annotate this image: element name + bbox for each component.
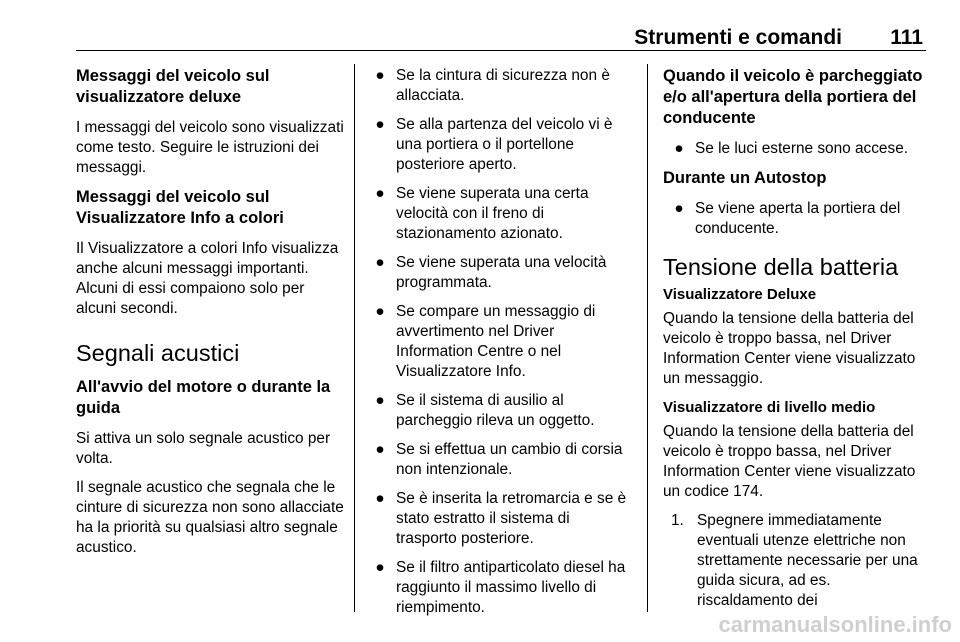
bullet-icon: ● [375, 67, 385, 84]
heading-autostop: Durante un Autostop [663, 169, 827, 187]
heading-visualizzatore-deluxe: Visualizzatore Deluxe [663, 286, 817, 303]
column-divider-1 [354, 64, 355, 612]
list-item: ● Se viene superata una certa velocità con il freno di stazionamento azionato. [372, 184, 634, 244]
header-title: Strumenti e comandi [634, 26, 842, 49]
column-3 [663, 66, 928, 611]
paragraph-avvio-1: Si attiva un solo segnale acustico per volta. [76, 430, 331, 467]
heading-messaggi-deluxe: Messaggi del veicolo sul visualizzatore deluxe [76, 67, 270, 106]
bullet-icon: ● [375, 392, 385, 409]
list-item: ● Se il sistema di ausilio al parcheggio rileva un oggetto. [372, 391, 634, 431]
list-item: ● Se il filtro antiparticolato diesel ha raggiunto il massimo livello di riempimento. [372, 558, 634, 618]
list-item: ● Se viene aperta la portiera del conducente. [671, 199, 928, 239]
column-divider-2 [647, 64, 648, 612]
bullet-icon: ● [375, 116, 385, 133]
column-1 [76, 66, 344, 567]
bullet-list-autostop [663, 199, 928, 239]
bullet-icon: ● [375, 303, 385, 320]
step-number: 1. [671, 512, 684, 529]
list-item: ● Se alla partenza del veicolo vi è una portiera o il portellone posteriore aperto. [372, 115, 634, 175]
bullet-icon: ● [674, 140, 684, 157]
numbered-list-steps [663, 511, 928, 611]
paragraph-visualizzatore-deluxe: Quando la tensione della batteria del veicolo è troppo bassa, nel Driver Information Center viene visualizzato un messaggio. [663, 310, 916, 387]
heading-avvio-motore: All'avvio del motore o durante la guida [76, 378, 331, 417]
list-item: ● Se è inserita la retromarcia e se è stato estratto il sistema di trasporto posteriore. [372, 489, 634, 549]
heading-visualizzatore-medio: Visualizzatore di livello medio [663, 399, 876, 416]
bullet-icon: ● [375, 559, 385, 576]
bullet-icon: ● [375, 441, 385, 458]
bullet-list-parcheggiato [663, 139, 928, 159]
heading-messaggi-info: Messaggi del veicolo sul Visualizzatore Info a colori [76, 188, 284, 227]
list-item: ● Se le luci esterne sono accese. [671, 139, 928, 159]
watermark: carmanualsonline.info [718, 612, 952, 637]
list-item: ● Se viene superata una velocità programmata. [372, 253, 634, 293]
page-number: 111 [890, 26, 923, 49]
paragraph-visualizzatore-medio: Quando la tensione della batteria del veicolo è troppo bassa, nel Driver Information Center viene visualizzato un codice 174. [663, 423, 916, 500]
bullet-icon: ● [375, 490, 385, 507]
list-item: ● Se la cintura di sicurezza non è allacciata. [372, 66, 634, 106]
bullet-icon: ● [375, 254, 385, 271]
heading-veicolo-parcheggiato: Quando il veicolo è parcheggiato e/o all'apertura della portiera del conducente [663, 67, 923, 127]
page-header [76, 16, 926, 51]
bullet-icon: ● [674, 200, 684, 217]
column-2 [372, 66, 634, 627]
heading-segnali-acustici: Segnali acustici [76, 340, 240, 366]
heading-tensione-batteria: Tensione della batteria [663, 254, 899, 280]
paragraph-messaggi-info: Il Visualizzatore a colori Info visualizza anche alcuni messaggi importanti. Alcuni di essi compaiono solo per alcuni secondi. [76, 240, 339, 317]
list-item: ● Se compare un messaggio di avvertimento nel Driver Information Centre o nel Visualizzatore Info. [372, 302, 634, 382]
paragraph-avvio-2: Il segnale acustico che segnala che le cinture di sicurezza non sono allacciate ha la priorità su qualsiasi altro segnale acustico. [76, 479, 344, 556]
list-item: 1. Spegnere immediatamente eventuali utenze elettriche non strettamente necessarie per una guida sicura, ad es. riscaldamento dei [671, 512, 918, 609]
list-item: ● Se si effettua un cambio di corsia non intenzionale. [372, 440, 634, 480]
bullet-list-segnali [372, 66, 634, 618]
paragraph-messaggi-deluxe: I messaggi del veicolo sono visualizzati come testo. Seguire le istruzioni dei messaggi. [76, 119, 344, 176]
bullet-icon: ● [375, 185, 385, 202]
